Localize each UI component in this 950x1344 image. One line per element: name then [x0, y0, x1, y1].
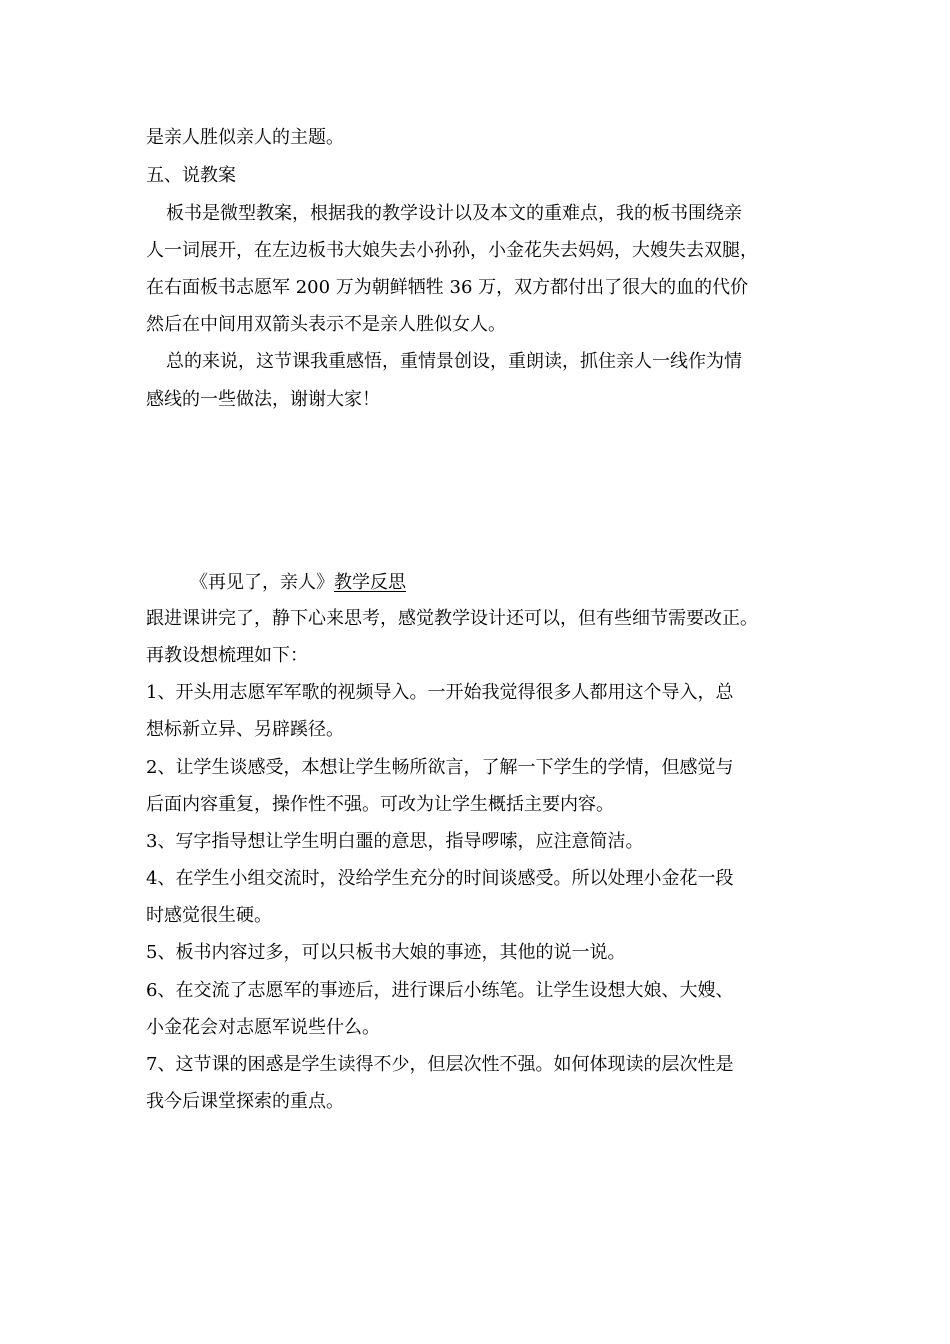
- intro-line: 是亲人胜似亲人的主题。: [146, 127, 344, 148]
- reflection-title: [190, 571, 406, 595]
- paragraph-line: 再教设想梳理如下：: [146, 645, 308, 666]
- list-item-2-line-2: 后面内容重复，操作性不强。可改为让学生概括主要内容。: [146, 794, 614, 815]
- reflection-title-main: 《再见了，亲人》: [190, 572, 334, 593]
- list-item-1-line-1: 1、开头用志愿军军歌的视频导入。一开始我觉得很多人都用这个导入，总: [146, 682, 734, 703]
- list-item-5-line-1: 5、板书内容过多，可以只板书大娘的事迹，其他的说一说。: [146, 942, 626, 963]
- paragraph-line: 总的来说，这节课我重感悟，重情景创设，重朗读，抓住亲人一线作为情: [166, 351, 742, 372]
- list-item-4-line-2: 时感觉很生硬。: [146, 905, 272, 926]
- list-item-2-line-1: 2、让学生谈感受，本想让学生畅所欲言，了解一下学生的学情，但感觉与: [146, 757, 734, 778]
- paragraph-line: 感线的一些做法，谢谢大家！: [146, 389, 380, 410]
- list-item-7-line-2: 我今后课堂探索的重点。: [146, 1091, 344, 1112]
- reflection-title-underlined: 教学反思: [334, 572, 406, 593]
- list-item-6-line-1: 6、在交流了志愿军的事迹后，进行课后小练笔。让学生设想大娘、大嫂、: [146, 980, 734, 1001]
- paragraph-line: 板书是微型教案，根据我的教学设计以及本文的重难点，我的板书围绕亲: [166, 203, 742, 224]
- paragraph-line: 在右面板书志愿军 200 万为朝鲜牺牲 36 万，双方都付出了很大的血的代价: [146, 277, 749, 298]
- list-item-1-line-2: 想标新立异、另辟蹊径。: [146, 719, 344, 740]
- section-heading: 五、说教案: [146, 165, 236, 186]
- paragraph-line: 跟进课讲完了，静下心来思考，感觉教学设计还可以，但有些细节需要改正。: [146, 608, 758, 629]
- list-item-6-line-2: 小金花会对志愿军说些什么。: [146, 1017, 380, 1038]
- list-item-3-line-1: 3、写字指导想让学生明白噩的意思，指导啰嗦，应注意简洁。: [146, 831, 644, 852]
- list-item-7-line-1: 7、这节课的困惑是学生读得不少，但层次性不强。如何体现读的层次性是: [146, 1054, 734, 1075]
- paragraph-line: 人一词展开，在左边板书大娘失去小孙孙，小金花失去妈妈，大嫂失去双腿，: [146, 240, 758, 261]
- paragraph-line: 然后在中间用双箭头表示不是亲人胜似女人。: [146, 314, 506, 335]
- list-item-4-line-1: 4、在学生小组交流时，没给学生充分的时间谈感受。所以处理小金花一段: [146, 868, 734, 889]
